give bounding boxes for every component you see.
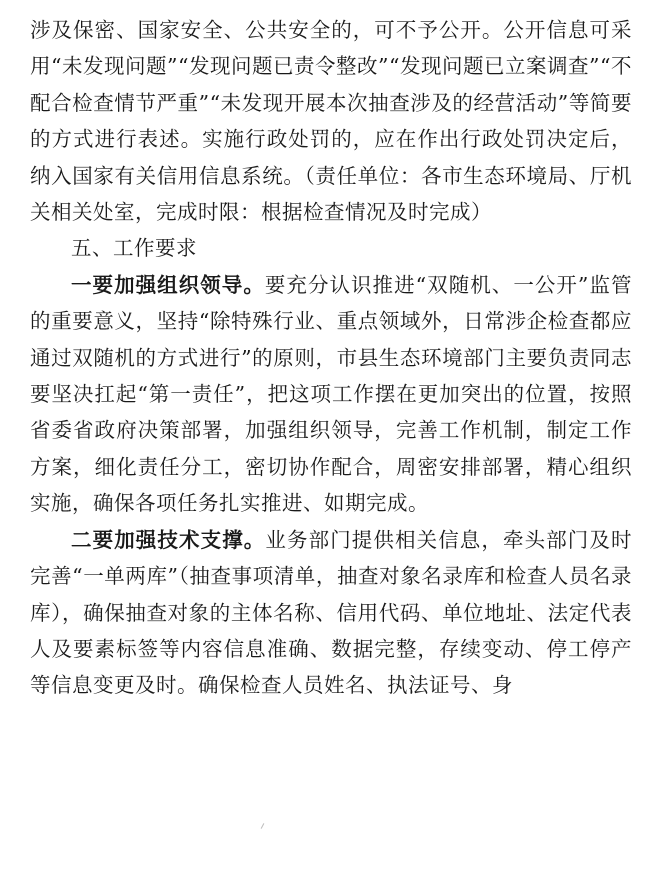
paragraph-lead: 一要加强组织领导。 [71, 272, 265, 297]
scan-mark [261, 823, 265, 829]
paragraph-organization-leadership [30, 267, 632, 522]
paragraph-body: 业务部门提供相关信息，牵头部门及时完善“一单两库”（抽查事项清单，抽查对象名录库和检查人员名录库），确保抽查对象的主体名称、信用代码、单位地址、法定代表人及要素标签等内容信息准确、数据完整，存续变动、停工停产等信息变更及时。确保检查人员姓名、执法证号、身 [30, 527, 633, 698]
continuation-paragraph: 涉及保密、国家安全、公共安全的，可不予公开。公开信息可采用“未发现问题”“发现问题已责令整改”“发现问题已立案调查”“不配合检查情节严重”“未发现开展本次抽查涉及的经营活动”等简要的方式进行表述。实施行政处罚的，应在作出行政处罚决定后，纳入国家有关信用信息系统。（责任单位：各市生态环境局、厅机关相关处室，完成时限：根据检查情况及时完成） [30, 18, 632, 225]
section-heading: 五、工作要求 [71, 236, 197, 261]
paragraph-lead: 二要加强技术支撑。 [71, 527, 266, 552]
paragraph-body: 要充分认识推进“双随机、一公开”监管的重要意义，坚持“除特殊行业、重点领域外，日常涉企检查都应通过双随机的方式进行”的原则，市县生态环境部门主要负责同志要坚决扛起“第一责任”，把这项工作摆在更加突出的位置，按照省委省政府决策部署，加强组织领导，完善工作机制，制定工作方案，细化责任分工，密切协作配合，周密安排部署，精心组织实施，确保各项任务扎实推进、如期完成。 [30, 272, 632, 516]
paragraph-technical-support [30, 522, 632, 704]
